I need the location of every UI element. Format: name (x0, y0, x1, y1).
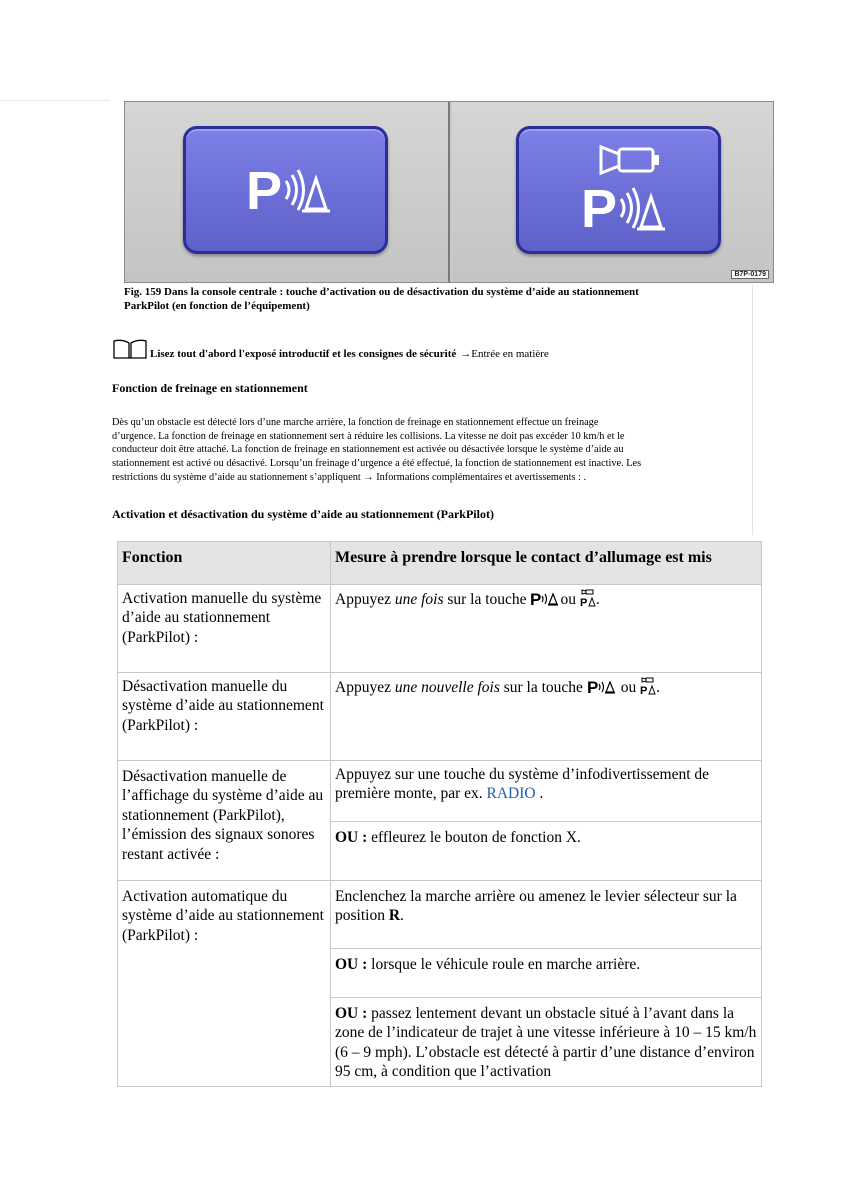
table-header-row (118, 542, 762, 585)
figure-panel-left (125, 102, 450, 282)
text-segment: sur la touche (443, 590, 531, 608)
table-row (118, 760, 762, 821)
text-segment: ou (620, 678, 637, 696)
parkpilot-camera-key-icon (580, 589, 596, 613)
parkpilot-camera-key-icon (640, 677, 656, 701)
intro-link[interactable]: →Entrée en matière (460, 348, 549, 360)
top-rule (0, 100, 110, 101)
intro-text: Lisez tout d'abord l'exposé introductif et les consignes de sécurité (150, 348, 457, 360)
section-title-activation: Activation et désactivation du système d’aide au stationnement (ParkPilot) (112, 507, 494, 521)
text-segment: sur la touche (499, 678, 587, 696)
text-segment: . (535, 785, 544, 802)
parkpilot-camera-icon (519, 129, 718, 251)
svg-text:P: P (586, 677, 599, 695)
text-segment: ou (560, 590, 576, 608)
row-action-cell (331, 584, 762, 672)
key-p-letter: P (581, 179, 618, 239)
parkpilot-key-icon (587, 677, 617, 701)
figure-caption (124, 285, 724, 313)
parkpilot-camera-key (516, 126, 721, 254)
paragraph-line: stationnement est activé ou désactivé. Lorsqu’un freinage d’urgence a été effectué, la fonction de stationnement est inactive. Les (112, 458, 642, 470)
emphasis: une nouvelle fois (394, 678, 500, 696)
header-mesure: Mesure à prendre lorsque le contact d’allumage est mis (331, 542, 762, 585)
intro-note (112, 336, 549, 360)
or-label: OU : (335, 828, 368, 846)
section-paragraph-freinage (112, 416, 742, 485)
paragraph-line: d’urgence. La fonction de freinage en stationnement sert à réduire les collisions. La vitesse ne doit pas excéder 10 km/h et le (112, 430, 625, 442)
header-fonction: Fonction (118, 542, 331, 585)
svg-text:P: P (530, 589, 542, 607)
row-action-cell (331, 672, 762, 760)
row-action-cell (331, 997, 762, 1086)
or-label: OU : (335, 1004, 368, 1022)
parkpilot-key-icon (530, 589, 560, 613)
side-rule (752, 285, 753, 535)
table-row (118, 672, 762, 760)
paragraph-line: conducteur doit être attaché. La fonction de freinage en stationnement est activée ou désactivée lorsque le système d’aide au (112, 444, 624, 456)
text-segment: passez lentement devant un obstacle situé à l’avant dans la zone de l’indicateur de trajet à une vitesse inférieure à 10 – 15 km/h (6 – 9 mph). L’obstacle est détecté à partir d’une distance d’environ 95 cm, à condition que l’activation (335, 1004, 757, 1080)
text-segment: . (595, 590, 600, 608)
section-title-freinage: Fonction de freinage en stationnement (112, 381, 308, 395)
row-function-cell: Désactivation manuelle du système d’aide au stationnement (ParkPilot) : (118, 672, 331, 760)
table-row (118, 584, 762, 672)
text-segment: Appuyez (335, 678, 395, 696)
row-function-cell: Désactivation manuelle de l’affichage du système d’aide au stationnement (ParkPilot), l’émission des signaux sonores restant activée : (118, 760, 331, 880)
row-action-cell (331, 821, 762, 880)
text-segment: . (656, 678, 660, 696)
or-label: OU : (335, 955, 368, 973)
gear-r: R (388, 907, 401, 924)
text-segment: lorsque le véhicule roule en marche arrière. (367, 955, 641, 973)
figure-code: B7P-0179 (731, 270, 769, 279)
table-row (118, 880, 762, 948)
row-action-cell (331, 948, 762, 997)
parkpilot-key (183, 126, 388, 254)
paragraph-line: Dès qu’un obstacle est détecté lors d’une marche arrière, la fonction de freinage en stationnement effectue un freinage (112, 417, 599, 428)
text-segment: Enclenchez la marche arrière ou amenez le levier sélecteur sur la position (335, 887, 737, 924)
text-segment: Appuyez (335, 590, 395, 608)
emphasis: une fois (394, 590, 444, 608)
parkpilot-icon (186, 129, 385, 251)
figure-parkpilot-keys (124, 101, 774, 283)
radio-link[interactable]: RADIO (486, 785, 536, 802)
book-icon (112, 338, 148, 360)
row-function-cell: Activation automatique du système d’aide au stationnement (ParkPilot) : (118, 880, 331, 1086)
caption-line-1: Fig. 159 Dans la console centrale : touche d’activation ou de désactivation du système d’aide au stationnement (124, 286, 639, 298)
row-action-cell (331, 760, 762, 821)
function-table (117, 541, 762, 1087)
text-segment: . (400, 907, 404, 924)
row-function-cell: Activation manuelle du système d’aide au stationnement (ParkPilot) : (118, 584, 331, 672)
svg-text:P: P (640, 684, 648, 695)
text-segment: effleurez le bouton de fonction X. (367, 828, 581, 846)
svg-text:P: P (579, 596, 588, 607)
paragraph-line: restrictions du système d’aide au stationnement s’appliquent → Informations complémentaires et avertissements : . (112, 471, 587, 483)
caption-line-2: ParkPilot (en fonction de l’équipement) (124, 300, 310, 312)
key-p-letter: P (246, 161, 283, 221)
row-action-cell (331, 880, 762, 948)
figure-panel-right (452, 102, 773, 282)
text-segment: Appuyez sur une touche du système d’infodivertissement de première monte, par ex. (335, 765, 710, 802)
